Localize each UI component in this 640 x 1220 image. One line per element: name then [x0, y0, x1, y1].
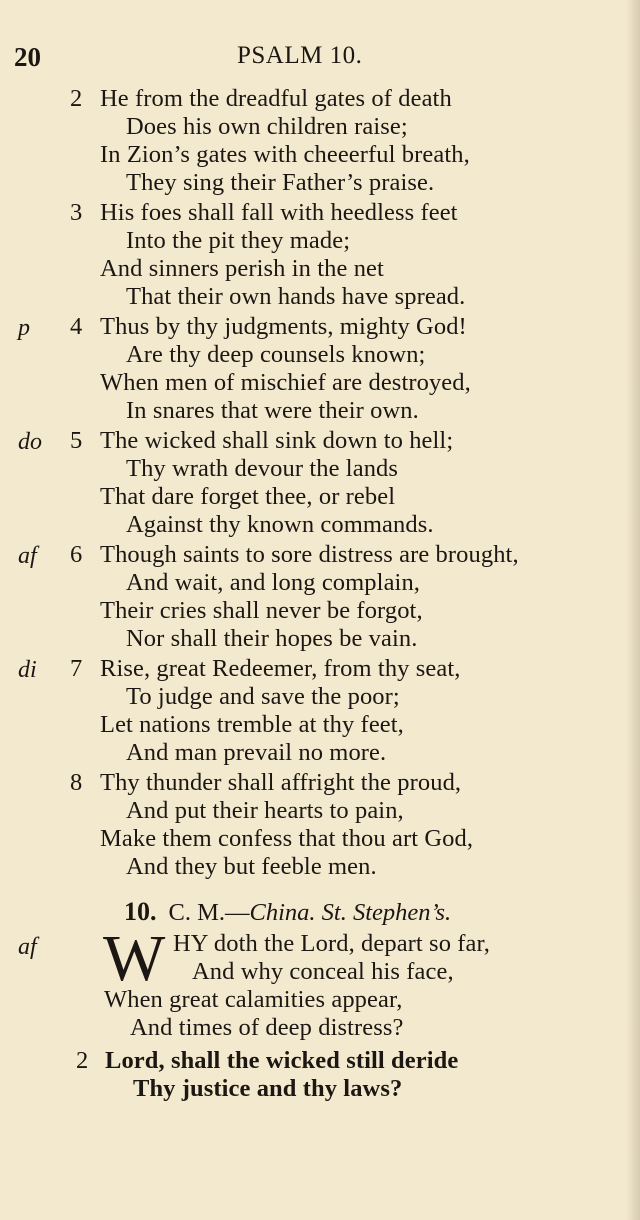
verse-line: And wait, and long complain,	[126, 569, 421, 596]
verse-number: 6	[70, 541, 83, 568]
verse-line: Thus by thy judgments, mighty God!	[100, 313, 467, 340]
hymn-number: 10.	[124, 897, 157, 926]
verse-number: 7	[70, 655, 83, 682]
hymn-meter: C. M.—	[168, 899, 250, 926]
verse-line: That dare forget thee, or rebel	[100, 483, 396, 510]
verse-line: In Zion’s gates with cheeerful breath,	[100, 141, 470, 168]
verse-line: And man prevail no more.	[126, 739, 387, 766]
verse-line: The wicked shall sink down to hell;	[100, 427, 454, 454]
verse-line: And sinners perish in the net	[100, 255, 384, 282]
verse-line: Against thy known commands.	[126, 511, 434, 538]
verse-line: HY doth the Lord, depart so far,	[173, 930, 490, 957]
running-title: PSALM 10.	[237, 42, 363, 69]
verse-number: 4	[70, 313, 83, 340]
hymn-heading	[124, 897, 451, 927]
verse-line: Rise, great Redeemer, from thy seat,	[100, 655, 461, 682]
verse-line: Nor shall their hopes be vain.	[126, 625, 418, 652]
verse-line: Thy thunder shall affright the proud,	[100, 769, 462, 796]
verse-line: Are thy deep counsels known;	[126, 341, 426, 368]
verse-line: Thy justice and thy laws?	[133, 1075, 403, 1102]
dynamic-mark: do	[18, 429, 42, 455]
page-edge-shadow	[626, 0, 640, 1220]
hymn-tunes: China. St. Stephen’s.	[249, 899, 452, 926]
verse-number: 2	[70, 85, 83, 112]
verse-line: Their cries shall never be forgot,	[100, 597, 423, 624]
verse-number: 2	[76, 1047, 89, 1074]
page-header	[0, 40, 640, 76]
verse-number: 3	[70, 199, 83, 226]
verse-line: He from the dreadful gates of death	[100, 85, 452, 112]
dynamic-mark: di	[18, 657, 37, 683]
verse-line: And put their hearts to pain,	[126, 797, 404, 824]
drop-cap: W	[103, 922, 166, 995]
verse-line: And times of deep distress?	[130, 1014, 404, 1041]
verse-line: Lord, shall the wicked still deride	[105, 1047, 459, 1074]
verse-line: Make them confess that thou art God,	[100, 825, 474, 852]
verse-line: And why conceal his face,	[192, 958, 454, 985]
dynamic-mark: af	[18, 934, 37, 960]
page-number: 20	[14, 42, 41, 72]
dynamic-mark: af	[18, 543, 37, 569]
verse-line: When men of mischief are destroyed,	[100, 369, 471, 396]
verse-line: When great calamities appear,	[104, 986, 403, 1013]
verse-line: In snares that were their own.	[126, 397, 419, 424]
verse-line: Let nations tremble at thy feet,	[100, 711, 404, 738]
verse-number: 8	[70, 769, 83, 796]
verse-line: They sing their Father’s praise.	[126, 169, 435, 196]
verse-line: That their own hands have spread.	[126, 283, 466, 310]
verse-line: His foes shall fall with heedless feet	[100, 199, 458, 226]
verse-line: Thy wrath devour the lands	[126, 455, 399, 482]
verse-line: And they but feeble men.	[126, 853, 377, 880]
verse-line: To judge and save the poor;	[126, 683, 400, 710]
verse-number: 5	[70, 427, 83, 454]
dynamic-mark: p	[18, 315, 30, 341]
verse-line: Does his own children raise;	[126, 113, 408, 140]
verse-line: Though saints to sore distress are brought,	[100, 541, 519, 568]
verse-line: Into the pit they made;	[126, 227, 351, 254]
